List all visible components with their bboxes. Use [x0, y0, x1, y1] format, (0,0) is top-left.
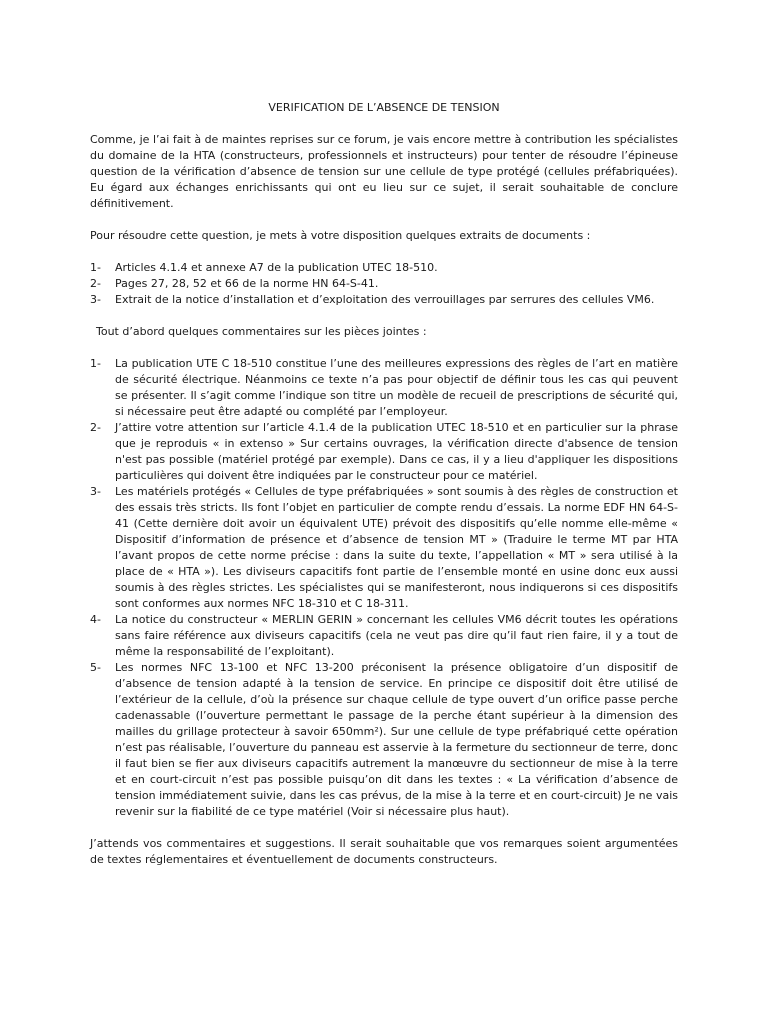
list-number: 3- — [90, 293, 101, 306]
spacer — [90, 308, 678, 324]
list-item — [90, 260, 678, 276]
documents-list — [90, 260, 678, 308]
list-item — [90, 356, 678, 420]
list-text: La publication UTE C 18-510 constitue l’une des meilleures expressions des règles de l’art en matière de sécurité électrique. Néanmoins ce texte n’a pas pour objectif de définir tous les cas qui peuvent se présenter. Il s’agit comme l’indique son titre un modèle de recueil de prescriptions de sécurité qui, si nécessaire peut être adapté ou complété par l’employeur. — [115, 357, 678, 418]
list-number: 5- — [90, 661, 101, 674]
document-page — [90, 100, 678, 868]
list-text: Les matériels protégés « Cellules de type préfabriquées » sont soumis à des règles de construction et des essais très stricts. Ils font l’objet en particulier de compte rendu d’essais. La norme EDF HN 64-S-41 (Cette dernière doit avoir un équivalent UTE) prévoit des dispositifs qu’elle nomme elle-même « Dispositif d’information de présence et d’absence de tension MT » (Traduire le terme MT par HTA l’avant propos de cette norme précise : dans la suite du texte, l’appellation « MT » sera utilisé à la place de « HTA »). Les diviseurs capacitifs font partie de l’ensemble monté en usine donc eux aussi soumis à des règles strictes. Les spécialistes qui se manifesteront, nous indiquerons si ces dispositifs sont conformes aux normes NFC 18-310 et C 18-311. — [115, 485, 678, 610]
document-title: VERIFICATION DE L’ABSENCE DE TENSION — [268, 101, 500, 114]
comments-intro: Tout d’abord quelques commentaires sur les pièces jointes : — [96, 325, 427, 338]
list-item — [90, 292, 678, 308]
list-item — [90, 660, 678, 820]
spacer — [90, 244, 678, 260]
list-item — [90, 484, 678, 612]
comments-list — [90, 356, 678, 820]
list-item — [90, 276, 678, 292]
list-text: Extrait de la notice d’installation et d’exploitation des verrouillages par serrures des cellules VM6. — [115, 293, 655, 306]
list-number: 2- — [90, 421, 101, 434]
spacer — [90, 212, 678, 228]
list-text: Articles 4.1.4 et annexe A7 de la publication UTEC 18-510. — [115, 261, 438, 274]
list-number: 1- — [90, 357, 101, 370]
spacer — [90, 340, 678, 356]
list-number: 2- — [90, 277, 101, 290]
list-number: 4- — [90, 613, 101, 626]
closing-paragraph: J’attends vos commentaires et suggestions. Il serait souhaitable que vos remarques soient argumentées de textes réglementaires et éventuellement de documents constructeurs. — [90, 837, 678, 866]
list-number: 1- — [90, 261, 101, 274]
list-item — [90, 420, 678, 484]
list-text: J’attire votre attention sur l’article 4.1.4 de la publication UTEC 18-510 et en particulier sur la phrase que je reproduis « in extenso » Sur certains ouvrages, la vérification directe d'absence de tension n'est pas possible (matériel protégé par exemple). Dans ce cas, il y a lieu d'appliquer les dispositions particulières qui doivent être indiquées par le constructeur pour ce matériel. — [115, 421, 678, 482]
list-text: La notice du constructeur « MERLIN GERIN » concernant les cellules VM6 décrit toutes les opérations sans faire référence aux diviseurs capacitifs (cela ne veut pas dire qu’il faut rien faire, il y a tout de même la responsabilité de l’exploitant). — [115, 613, 678, 658]
list-text: Pages 27, 28, 52 et 66 de la norme HN 64-S-41. — [115, 277, 379, 290]
spacer — [90, 820, 678, 836]
list-item — [90, 612, 678, 660]
documents-intro: Pour résoudre cette question, je mets à votre disposition quelques extraits de documents : — [90, 229, 591, 242]
intro-paragraph: Comme, je l’ai fait à de maintes reprises sur ce forum, je vais encore mettre à contribution les spécialistes du domaine de la HTA (constructeurs, professionnels et instructeurs) pour tenter de résoudre l’épineuse question de la vérification d’absence de tension sur une cellule de type protégé (cellules préfabriquées). Eu égard aux échanges enrichissants qui ont eu lieu sur ce sujet, il serait souhaitable de conclure définitivement. — [90, 133, 678, 210]
list-number: 3- — [90, 485, 101, 498]
list-text: Les normes NFC 13-100 et NFC 13-200 préconisent la présence obligatoire d’un dispositif de d’absence de tension adapté à la tension de service. En principe ce dispositif doit être utilisé de l’extérieur de la cellule, d’où la présence sur chaque cellule de type ouvert d’un orifice passe perche cadenassable (l’ouverture permettant le passage de la perche étant supérieur à la dimension des mailles du grillage protecteur à savoir 650mm²). Sur une cellule de type préfabriqué cette opération n’est pas réalisable, l’ouverture du panneau est asservie à la fermeture du sectionneur de terre, donc il faut bien se fier aux diviseurs capacitifs autrement la manœuvre du sectionneur de mise à la terre et en court-circuit n’est pas possible puisqu’on dit dans les textes : « La vérification d’absence de tension immédiatement suivie, dans les cas prévus, de la mise à la terre et en court-circuit) Je ne vais revenir sur la fiabilité de ce type matériel (Voir si nécessaire plus haut). — [115, 661, 678, 818]
